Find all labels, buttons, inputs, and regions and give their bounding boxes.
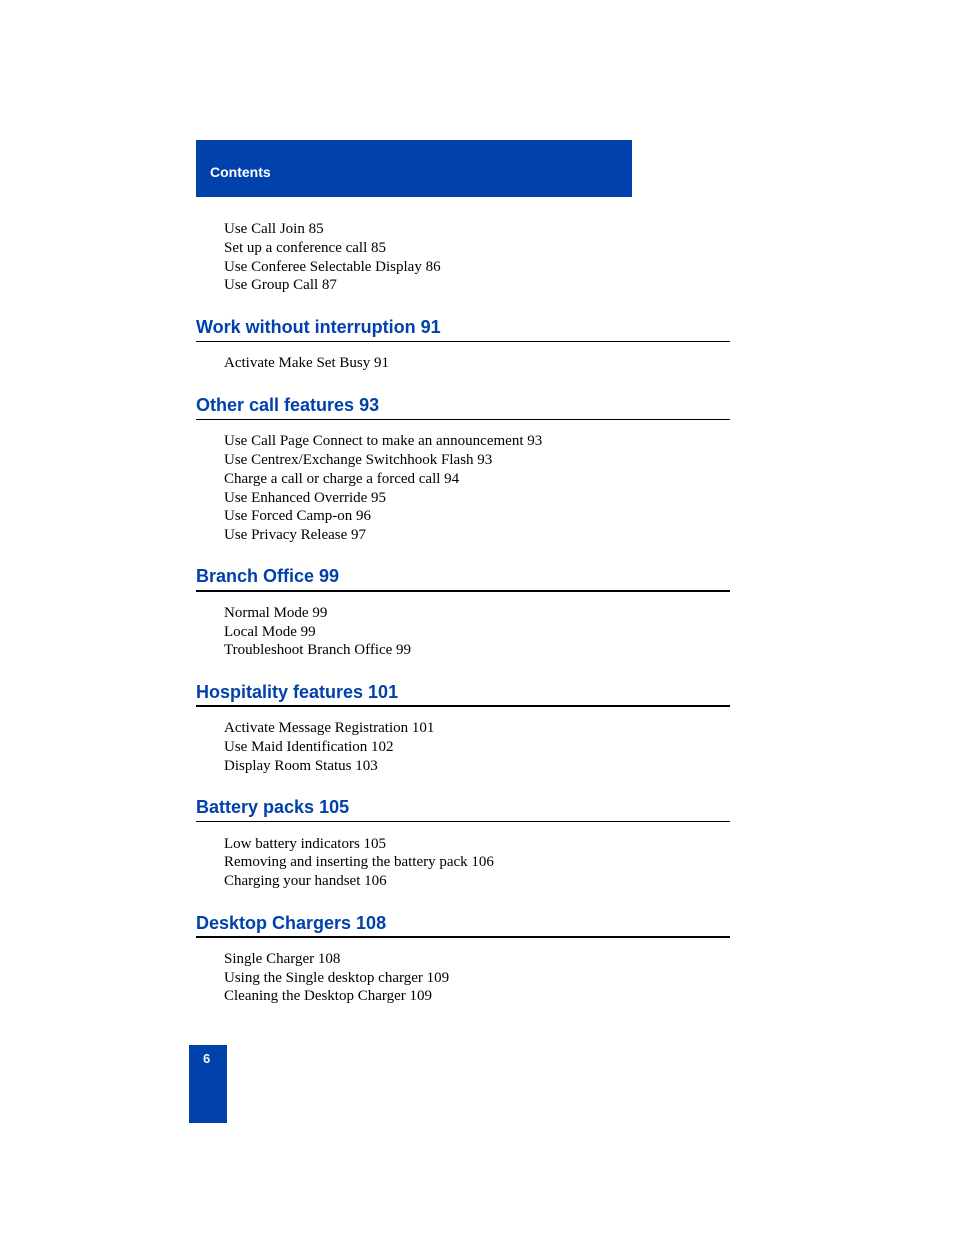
toc-entry[interactable]: Use Enhanced Override 95 bbox=[224, 490, 387, 506]
section-divider bbox=[196, 705, 730, 707]
toc-entry[interactable]: Normal Mode 99 bbox=[224, 605, 328, 621]
toc-entry[interactable]: Troubleshoot Branch Office 99 bbox=[224, 642, 412, 658]
section-heading-other-call-features[interactable]: Other call features 93 bbox=[196, 395, 380, 415]
toc-entry[interactable]: Use Centrex/Exchange Switchhook Flash 93 bbox=[224, 452, 493, 468]
toc-entry[interactable]: Use Group Call 87 bbox=[224, 277, 337, 293]
section-heading-battery-packs[interactable]: Battery packs 105 bbox=[196, 797, 350, 817]
toc-entry[interactable]: Use Maid Identification 102 bbox=[224, 739, 394, 755]
page-title: Contents bbox=[210, 164, 271, 180]
section-divider bbox=[196, 419, 730, 420]
section-divider bbox=[196, 821, 730, 822]
toc-entry[interactable]: Set up a conference call 85 bbox=[224, 240, 387, 256]
toc-entry[interactable]: Display Room Status 103 bbox=[224, 758, 378, 774]
page-number-tab bbox=[189, 1045, 227, 1123]
toc-entry[interactable]: Use Conferee Selectable Display 86 bbox=[224, 259, 441, 275]
toc-entry[interactable]: Use Privacy Release 97 bbox=[224, 527, 367, 543]
toc-entry[interactable]: Use Call Join 85 bbox=[224, 221, 324, 237]
toc-entry[interactable]: Use Forced Camp-on 96 bbox=[224, 508, 372, 524]
section-heading-desktop-chargers[interactable]: Desktop Chargers 108 bbox=[196, 913, 387, 933]
toc-entry[interactable]: Removing and inserting the battery pack 106 bbox=[224, 854, 494, 870]
page-number: 6 bbox=[203, 1051, 211, 1066]
toc-entry[interactable]: Charging your handset 106 bbox=[224, 873, 387, 889]
toc-entry[interactable]: Single Charger 108 bbox=[224, 951, 341, 967]
toc-entry[interactable]: Low battery indicators 105 bbox=[224, 836, 387, 852]
toc-entry[interactable]: Local Mode 99 bbox=[224, 624, 316, 640]
section-heading-work-without-interruption[interactable]: Work without interruption 91 bbox=[196, 317, 441, 337]
toc-entry[interactable]: Cleaning the Desktop Charger 109 bbox=[224, 988, 433, 1004]
toc-entry[interactable]: Activate Make Set Busy 91 bbox=[224, 355, 389, 371]
section-divider bbox=[196, 590, 730, 592]
toc-entry[interactable]: Charge a call or charge a forced call 94 bbox=[224, 471, 460, 487]
section-heading-branch-office[interactable]: Branch Office 99 bbox=[196, 566, 340, 586]
section-divider bbox=[196, 936, 730, 938]
header-band bbox=[196, 140, 632, 197]
toc-entry[interactable]: Activate Message Registration 101 bbox=[224, 720, 435, 736]
toc-entry[interactable]: Using the Single desktop charger 109 bbox=[224, 970, 450, 986]
section-divider bbox=[196, 341, 730, 342]
section-heading-hospitality-features[interactable]: Hospitality features 101 bbox=[196, 682, 399, 702]
toc-entry[interactable]: Use Call Page Connect to make an announcement 93 bbox=[224, 433, 543, 449]
